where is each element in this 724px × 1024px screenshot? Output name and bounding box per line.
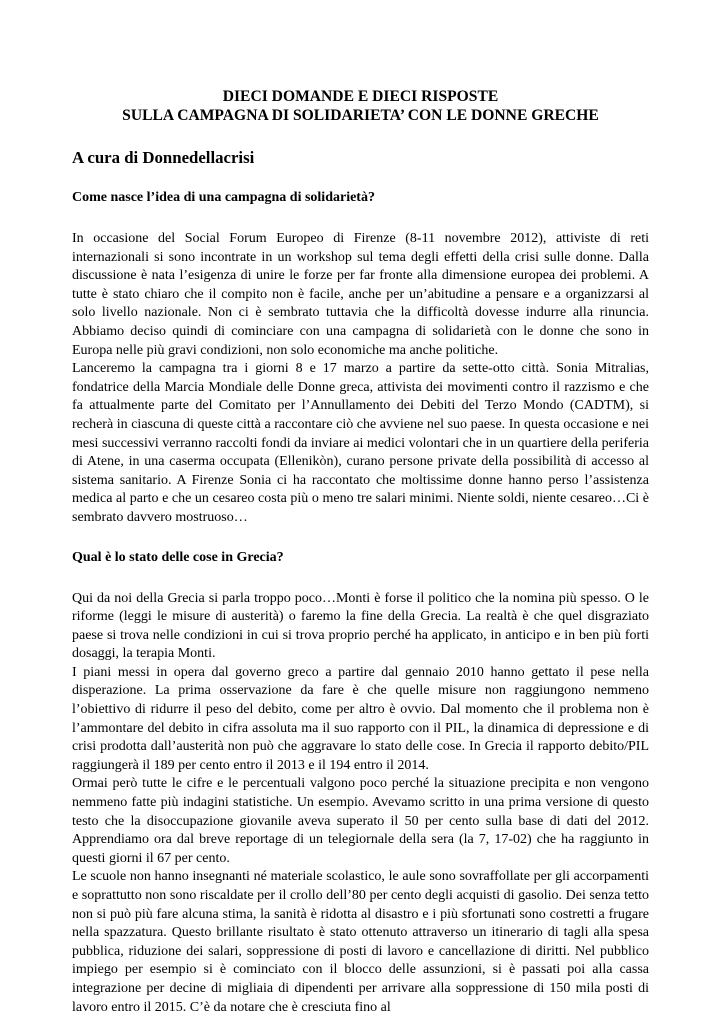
section-spacer: [72, 528, 649, 549]
section-2: [72, 549, 649, 1018]
section-1: [72, 189, 649, 528]
title-line-1: DIECI DOMANDE E DIECI RISPOSTE: [222, 88, 499, 105]
section-question: Come nasce l’idea di una campagna di solidarietà?: [72, 190, 375, 205]
paragraph: Lanceremo la campagna tra i giorni 8 e 17 marzo a partire da sette-otto città. Sonia Mitralias, fondatrice della Marcia Mondiale delle Donne greca, attivista dei movimenti contro il razzismo e che fa attualmente parte del Comitato per l’Annullamento dei Debiti del Terzo Mondo (CADTM), si recherà in ciascuna di queste città a raccontare ciò che avviene nel suo paese. In questa occasione e nei mesi successivi verranno raccolti fondi da inviare ai medici volontari che in un quartiere della periferia di Atene, in una caserma occupata (Ellenikòn), curano persone private della possibilità di accesso al sistema sanitario. A Firenze Sonia ci ha raccontato che moltissime donne hanno perso l’assistenza medica al parto e che un cesareo costa più o meno tre salari minimi. Niente soldi, niente cesareo…Ci è sembrato davvero mostruoso…: [72, 361, 649, 525]
document-title: [72, 87, 649, 125]
title-line-2: SULLA CAMPAGNA DI SOLIDARIETA’ CON LE DONNE GRECHE: [122, 107, 599, 124]
paragraph: Qui da noi della Grecia si parla troppo poco…Monti è forse il politico che la nomina più spesso. O le riforme (leggi le misure di austerità) o faremo la fine della Grecia. La realtà è che quel disgraziato paese si trova nelle condizioni in cui si trova proprio perché ha applicato, in anticipo e in ben più forti dosaggi, la terapia Monti.: [72, 590, 649, 662]
paragraph: I piani messi in opera dal governo greco a partire dal gennaio 2010 hanno gettato il pese nella disperazione. La prima osservazione da fare è che quelle misure non raggiungono nemmeno l’obiettivo di ridurre il peso del debito, come per altro è ovvio. Dal momento che il problema non è l’ammontare del debito in cifra assoluta ma il suo rapporto con il PIL, la dinamica di depressione e di crisi prodotta dall’austerità non può che aggravare lo stato delle cose. In Grecia il rapporto debito/PIL raggiungerà il 189 per cento entro il 2013 e il 194 entro il 2014.: [72, 664, 649, 773]
paragraph: Le scuole non hanno insegnanti né materiale scolastico, le aule sono sovraffollate per gli accorpamenti e soprattutto non sono riscaldate per il crollo dell’80 per cento degli acquisti di gasolio. Dei senza tetto non si può più fare alcuna stima, la sanità è ridotta al disastro e i più sfortunati sono costretti a frugare nella spazzatura. Questo brillante risultato è stato ottenuto attraverso un itinerario di tagli alla spesa pubblica, riduzione dei salari, soppressione di posti di lavoro e cancellazione di diritti. Nel pubblico impiego per esempio si è cominciato con il blocco delle assunzioni, si è passati poi alla cassa integrazione per decine di migliaia di dipendenti per arrivare alla soppressione di 150 mila posti di lavoro entro il 2015. C’è da notare che è cresciuta fino al: [72, 869, 649, 1015]
paragraph: In occasione del Social Forum Europeo di Firenze (8-11 novembre 2012), attiviste di reti internazionali si sono incontrate in un workshop sul tema degli effetti della crisi sulle donne. Dalla discussione è nata l’esigenza di unire le forze per far fronte alla dimensione europea dei problemi. A tutte è stato chiaro che il compito non è facile, anche per un’abitudine a pensare e a organizzarsi al solo livello nazionale. Non ci è sembrato tuttavia che la difficoltà dovesse indurre alla rinuncia. Abbiamo deciso quindi di cominciare con una campagna di solidarietà con le donne che sono in Europa nelle più gravi condizioni, non solo economiche ma anche politiche.: [72, 231, 649, 358]
editor-credit: A cura di Donnedellacrisi: [72, 148, 255, 167]
paragraph: Ormai però tutte le cifre e le percentuali valgono poco perché la situazione precipita e non vengono nemmeno fatte più indagini statistiche. Un esempio. Avevamo scritto in una prima versione di questo testo che la disoccupazione giovanile aveva superato il 50 per cento sulla base di dati del 2012. Apprendiamo ora dal breve reportage di un telegiornale della sera (la 7, 17-02) che ha raggiunto in questi giorni il 67 per cento.: [72, 776, 649, 866]
section-question: Qual è lo stato delle cose in Grecia?: [72, 549, 284, 565]
